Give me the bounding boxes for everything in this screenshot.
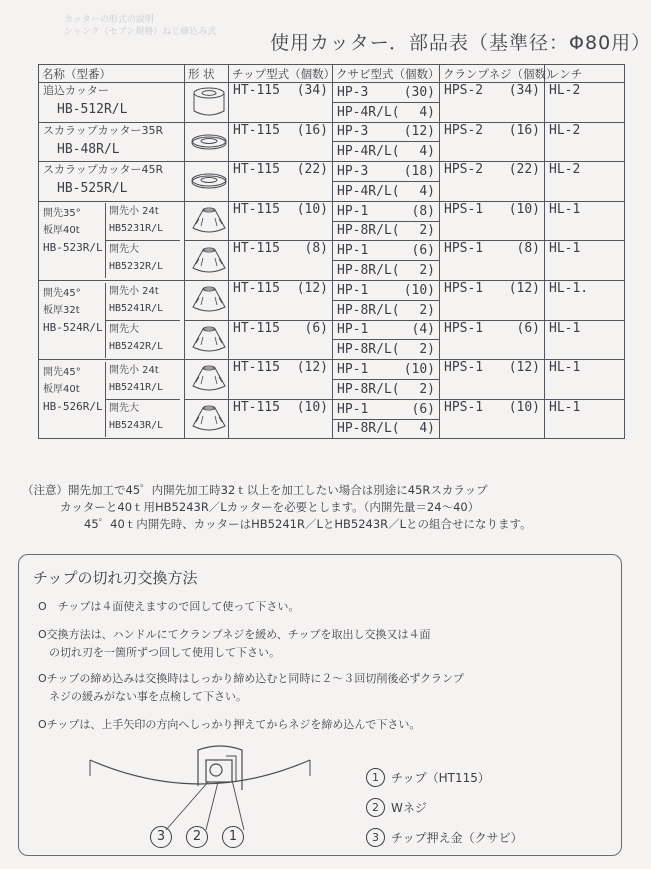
wedge-value: HP-8R/L( 2)	[337, 381, 435, 397]
table-header-row	[39, 65, 625, 83]
wedge-cell	[333, 122, 440, 142]
bevel-group-name: 開先45° 板厚40t HB-526R/L	[43, 362, 106, 437]
wrench-cell: HL-1	[545, 241, 625, 281]
page-title: 使用カッター．部品表（基準径：Φ80用）	[270, 32, 651, 54]
clamp-value: HPS-1 (6)	[444, 320, 540, 336]
clamp-cell	[440, 399, 545, 439]
wedge-value: HP-1 (10)	[337, 362, 435, 378]
tip-cell	[229, 83, 333, 123]
clamp-value: HPS-1 (10)	[444, 399, 540, 415]
col-header-clamp: クランプネジ（個数）	[440, 65, 545, 83]
legend-item-wedge	[366, 828, 523, 847]
bevel-sub-name: 開先小 24t HB5241R/L	[106, 362, 180, 400]
clamp-cell	[440, 201, 545, 241]
wedge-value: HP-4R/L( 4)	[337, 104, 435, 120]
bevel-sub-name: 開先小 24t HB5231R/L	[106, 203, 180, 241]
wedge-cell	[333, 221, 440, 241]
table-row	[39, 83, 625, 103]
clamp-value: HPS-2 (22)	[444, 162, 540, 178]
instruction-line: O チップは４面使えますので回して使って下さい。	[38, 600, 300, 613]
clamp-value: HPS-2 (16)	[444, 122, 540, 138]
table-row	[39, 162, 625, 182]
legend-text: Wネジ	[391, 801, 427, 815]
wrench-cell: HL-2	[545, 122, 625, 162]
wedge-value: HP-4R/L( 4)	[337, 183, 435, 199]
instruction-line: O交換方法は、ハンドルにてクランプネジを緩め、チップを取出し交換又は４面	[38, 628, 431, 641]
bevel-cone-shape-icon	[185, 399, 229, 439]
faint-line: カッターの形式の説明	[64, 15, 154, 25]
tip-cell	[229, 280, 333, 320]
wedge-cell	[333, 379, 440, 399]
notes-block	[22, 482, 622, 533]
wedge-cell	[333, 201, 440, 221]
clamp-value: HPS-1 (8)	[444, 241, 540, 257]
tip-value: HT-115 (16)	[233, 122, 328, 138]
wedge-cell	[333, 142, 440, 162]
wedge-cell	[333, 83, 440, 103]
callout-3: 3	[150, 826, 172, 848]
wedge-cell	[333, 399, 440, 419]
wedge-value: HP-8R/L( 2)	[337, 223, 435, 239]
note-line: カッターと40ｔ用HB5243R／Lカッターを必要とします。（内開先量＝24〜40）	[60, 500, 480, 514]
wedge-cell	[333, 181, 440, 201]
bevel-group-cell	[39, 360, 185, 439]
wedge-cell	[333, 280, 440, 300]
wrench-cell: HL-1	[545, 320, 625, 360]
faint-line: シャンク（セブン規格）ねじ締込み式	[64, 27, 217, 37]
clamp-cell	[440, 280, 545, 320]
bevel-cone-shape-icon	[185, 280, 229, 320]
col-header-wedge: クサビ型式（個数）	[333, 65, 440, 83]
tip-cell	[229, 320, 333, 360]
legend-num: 3	[366, 828, 385, 847]
wedge-value: HP-1 (8)	[337, 203, 435, 219]
wedge-value: HP-3 (12)	[337, 124, 435, 140]
tip-value: HT-115 (8)	[233, 241, 328, 257]
cutter-name-cell: スカラップカッター35R HB-48R/L	[39, 122, 185, 162]
cutter-tip-drawing	[80, 730, 320, 825]
clamp-value: HPS-1 (10)	[444, 201, 540, 217]
tip-cell	[229, 241, 333, 281]
wedge-value: HP-4R/L( 4)	[337, 144, 435, 160]
cutter-name-cell: 追込カッター HB-512R/L	[39, 83, 185, 123]
tip-value: HT-115 (22)	[233, 162, 328, 178]
clamp-cell	[440, 162, 545, 202]
tip-cell	[229, 360, 333, 400]
col-header-tip: チップ型式（個数）	[229, 65, 333, 83]
cutter-name-cell: スカラップカッター45R HB-525R/L	[39, 162, 185, 202]
wedge-cell	[333, 241, 440, 261]
bevel-group-cell	[39, 280, 185, 359]
clamp-cell	[440, 83, 545, 123]
legend-num: 2	[366, 798, 385, 817]
clamp-cell	[440, 241, 545, 281]
bevel-group-name: 開先35° 板厚40t HB-523R/L	[43, 203, 106, 278]
wedge-cell	[333, 320, 440, 340]
col-header-shape: 形 状	[185, 65, 229, 83]
instructions-title: チップの切れ刃交換方法	[33, 569, 198, 587]
table-row	[39, 201, 625, 221]
clamp-value: HPS-2 (34)	[444, 83, 540, 98]
note-line: （注意）開先加工で45゜内開先加工時32ｔ以上を加工したい場合は別途に45Rスカラップ	[22, 483, 488, 497]
tip-value: HT-115 (12)	[233, 360, 328, 376]
wedge-cell	[333, 300, 440, 320]
note-line: 45゜40ｔ内開先時、カッターはHB5241R／LとHB5243R／Lとの組合せになります。	[84, 517, 532, 531]
table-row	[39, 280, 625, 300]
legend-item-screw	[366, 798, 427, 817]
callout-1: 1	[222, 826, 244, 848]
callout-numbers	[150, 826, 244, 848]
wedge-cell	[333, 261, 440, 281]
callout-2: 2	[186, 826, 208, 848]
table-row	[39, 122, 625, 142]
tip-cell	[229, 122, 333, 162]
wedge-value: HP-8R/L( 2)	[337, 263, 435, 279]
instruction-line: Oチップは、上手矢印の方向へしっかり押えてからネジを締め込んで下さい。	[38, 718, 421, 731]
tip-cell	[229, 399, 333, 439]
wedge-cell	[333, 340, 440, 360]
clamp-cell	[440, 360, 545, 400]
wrench-cell: HL-1	[545, 201, 625, 241]
instruction-line: Oチップの締め込みは交換時はしっかり締め込むと同時に２〜３回切削後必ずクランプ	[38, 672, 464, 685]
instruction-line: の切れ刃を一箇所ずつ回して使用して下さい。	[38, 646, 280, 659]
clamp-cell	[440, 320, 545, 360]
wedge-cell	[333, 162, 440, 182]
wrench-cell: HL-1.	[545, 280, 625, 320]
bevel-sub-name: 開先小 24t HB5241R/L	[106, 283, 180, 321]
wedge-value: HP-3 (18)	[337, 164, 435, 180]
tip-value: HT-115 (10)	[233, 201, 328, 217]
tip-value: HT-115 (10)	[233, 399, 328, 415]
wrench-cell: HL-2	[545, 162, 625, 202]
disc-shape-icon	[185, 122, 229, 162]
bevel-group-cell	[39, 201, 185, 280]
wrench-cell: HL-1	[545, 360, 625, 400]
wrench-cell: HL-2	[545, 83, 625, 123]
tip-cell	[229, 201, 333, 241]
legend-num: 1	[366, 768, 385, 787]
wedge-cell	[333, 419, 440, 439]
table-row	[39, 360, 625, 380]
tip-cell	[229, 162, 333, 202]
legend-item-tip	[366, 768, 490, 787]
bevel-cone-shape-icon	[185, 320, 229, 360]
instruction-line: ネジの緩みがない事を点検して下さい。	[38, 690, 247, 703]
disc-shape-icon	[185, 162, 229, 202]
wedge-value: HP-8R/L( 4)	[337, 421, 435, 437]
bevel-sub-name: 開先大 HB5243R/L	[109, 402, 164, 431]
clamp-value: HPS-1 (12)	[444, 360, 540, 376]
col-header-wrench: レンチ	[545, 65, 625, 83]
parts-table	[38, 64, 625, 439]
wedge-value: HP-1 (10)	[337, 282, 435, 298]
clamp-value: HPS-1 (12)	[444, 280, 540, 296]
bevel-cone-shape-icon	[185, 201, 229, 241]
wedge-value: HP-1 (4)	[337, 322, 435, 338]
tip-value: HT-115 (6)	[233, 320, 328, 336]
legend-text: チップ押え金（クサビ）	[391, 831, 523, 845]
bevel-cone-shape-icon	[185, 241, 229, 281]
wedge-cell	[333, 102, 440, 122]
tip-value: HT-115 (12)	[233, 280, 328, 296]
wedge-value: HP-1 (6)	[337, 243, 435, 259]
wedge-cell	[333, 360, 440, 380]
tip-value: HT-115 (34)	[233, 83, 328, 98]
col-header-name: 名称（型番）	[39, 65, 185, 83]
cylinder-shape-icon	[185, 83, 229, 123]
wedge-value: HP-8R/L( 2)	[337, 342, 435, 358]
clamp-cell	[440, 122, 545, 162]
wedge-value: HP-1 (6)	[337, 401, 435, 417]
bevel-sub-name: 開先大 HB5242R/L	[109, 323, 164, 352]
wedge-value: HP-8R/L( 2)	[337, 302, 435, 318]
legend-text: チップ（HT115）	[391, 771, 490, 785]
bevel-sub-name: 開先大 HB5232R/L	[109, 244, 164, 273]
bevel-cone-shape-icon	[185, 360, 229, 400]
wrench-cell: HL-1	[545, 399, 625, 439]
wedge-value: HP-3 (30)	[337, 84, 435, 100]
bevel-group-name: 開先45° 板厚32t HB-524R/L	[43, 283, 106, 358]
